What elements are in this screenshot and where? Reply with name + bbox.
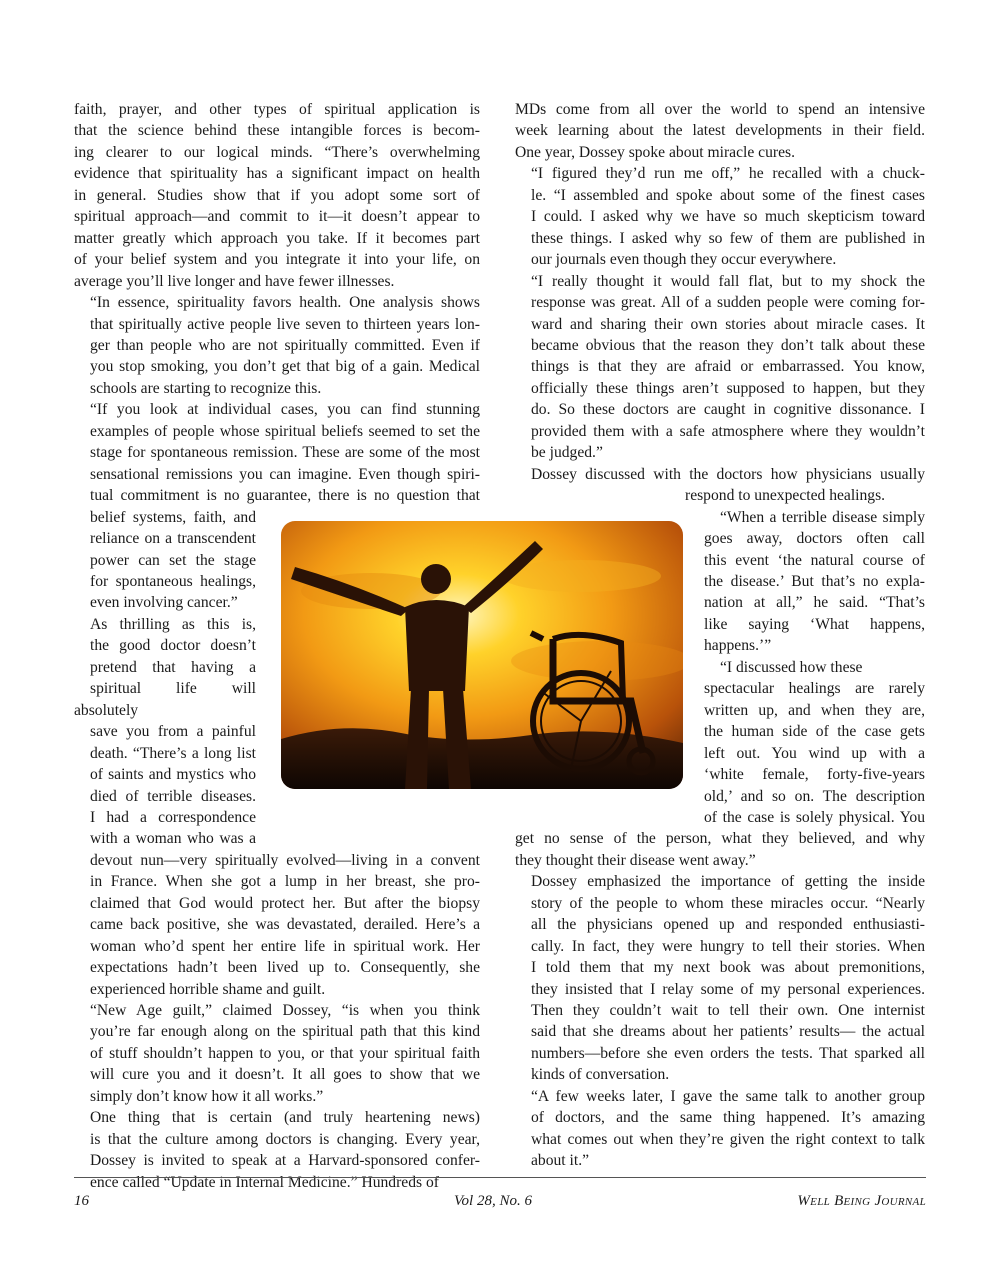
paragraph: “A few weeks later, I gave the same talk to another group of doctors, and the same thing happened. It’s amazing what comes out when they’re given the right context to talk about it.” [531,1087,925,1170]
paragraph: “I really thought it would fall flat, but to my shock the response was great. All of a sudden people were coming for- ward and sharing their own stories about miracle cases. It became obvious that the reason they don’t talk about these things is that they are afraid or embarrassed. You know, officially these things aren’t supposed to happen, but they do. So these doctors are caught in cognitive dissonance. I provided them with a safe atmosphere where they wouldn’t be judged.” [531,272,925,462]
paragraph: “I figured they’d run me off,” he recalled with a chuck- le. “I assembled and spoke about some of the finest cases I could. I asked why we have so much skepticism toward these things. I asked why so few of them are published in our journals even though they occur everywhere. [531,165,925,269]
photo-illustration [281,521,683,789]
paragraph: Dossey discussed with the doctors how physicians usually respond to unexpected healings. [531,465,925,505]
paragraph: “In essence, spirituality favors health. One analysis shows that spiritually active people live seven to thirteen years lon- ger than people who are not spiritually committed. Even if you stop smoking, you don’t get that big of a gain. Medical schools are starting to recognize this. [90,294,480,397]
paragraph: “When a terrible disease simply goes away, doctors often call this event ‘the natural course of the disease.’ But that’s no expla- nation at all,” he said. “That’s like saying ‘What happens, happens.’” [704,508,925,655]
paragraph: “If you look at individual cases, you can find stunning examples of people whose spiritual beliefs seemed to set the stage for spontaneous remission. These are some of the most sensational remissions you can imagine. Even though spiri- tual commitment is no guarantee, there is no question that belief systems, faith, and reliance on a transcendent power can set the stage for spontaneous healings, even involving cancer.” [90,401,480,612]
issue-label: Vol 28, No. 6 [454,1193,532,1209]
paragraph: As thrilling as this is, the good doctor doesn’t pretend that having a spiritual life will absolutely save you from a painful death. “There’s a long list of saints and mystics who died of terrible diseases. I had a correspondence with a woman who was a devout nun—very spiritually evolved—living in a convent in France. When she got a lump in her breast, she pro- claimed that God would protect her. But after the biopsy came back positive, she was devastated, derailed. Here’s a woman who’d spent her entire life in spiritual work. Her expectations hadn’t been lived up to. Consequently, she experienced horrible shame and guilt. [74,615,480,998]
paragraph: One thing that is certain (and truly heartening news) is that the culture among doctors is changing. Every year, Dossey is invited to speak at a Harvard-sponsored confer- ence called “Update in Internal Medicine.” Hundreds of [90,1109,480,1191]
paragraph: MDs come from all over the world to spend an intensive week learning about the latest developments in their field. One year, Dossey spoke about miracle cures. [515,101,925,161]
footer-rule [74,1177,926,1178]
journal-name: Well Being Journal [797,1193,926,1209]
paragraph: “I discussed how these spectacular healings are rarely written up, and when they are, the human side of the case gets left out. You wind up with a ‘white female, forty-five-years old,’ and so on. The description of the case is solely physical. You get no sense of the person, what they believed, and why they thought their disease went away.” [515,658,925,869]
page-number: 16 [74,1193,89,1209]
paragraph: Dossey emphasized the importance of getting the inside story of the people to whom these miracles occur. “Nearly all the physicians opened up and responded enthusiasti- cally. In fact, they were hungry to tell their stories. When I told them that my next book was about premonitions, they insisted that I relay some of my personal experiences. Then they couldn’t wait to tell their own. One internist said that she dreams about her patients’ results— the actual numbers—before she even orders the tests. That sparked all kinds of conversation. [531,873,925,1084]
man-arms-raised-wheelchair-sunset-photo [281,521,683,789]
paragraph: faith, prayer, and other types of spiritual application is that the science behind these intangible forces is becom- ing clearer to our logical minds. “There’s overwhelming evidence that spirituality has a significant impact on health in general. Studies show that if you adopt some sort of spiritual approach—and commit to it—it doesn’t appear to matter greatly which approach you take. If it becomes part of your belief system and you integrate it into your life, on average you’ll live longer and have fewer illnesses. [74,101,480,290]
paragraph: “New Age guilt,” claimed Dossey, “is when you think you’re far enough along on the spiritual path that this kind of stuff shouldn’t happen to you, or that your spiritual faith will cure you and it doesn’t. It all goes to show that we simply don’t know how it all works.” [90,1002,480,1105]
